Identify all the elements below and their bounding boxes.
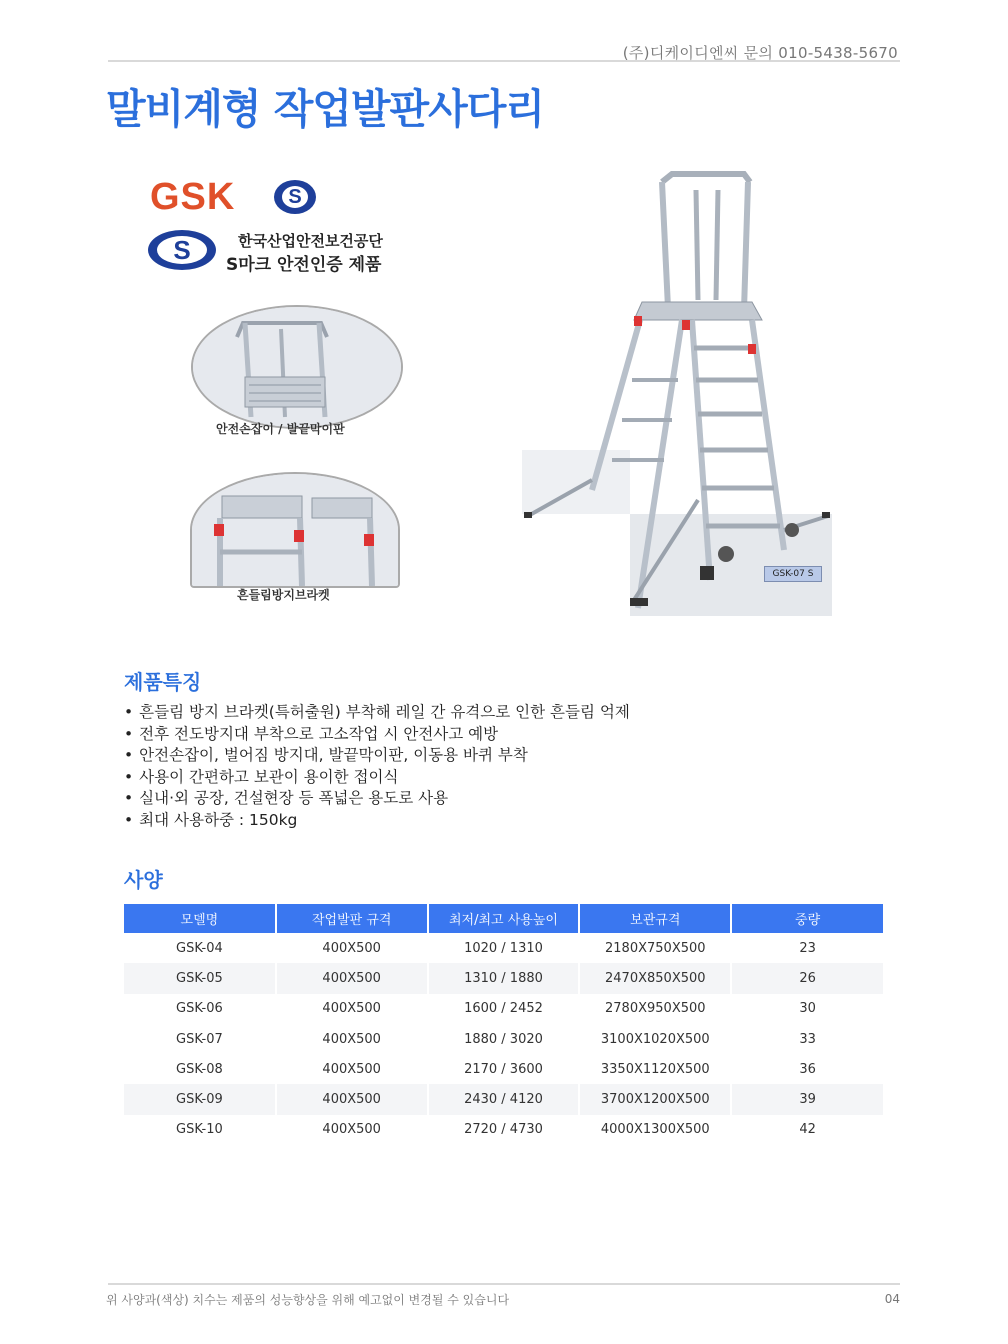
feature-item: • 안전손잡이, 벌어짐 방지대, 발끝막이판, 이동용 바퀴 부착 xyxy=(124,745,630,767)
cell-platform: 400X500 xyxy=(276,1115,428,1145)
handrail-illustration xyxy=(193,307,401,427)
cell-height: 1020 / 1310 xyxy=(428,933,580,963)
kosha-s-letter: S xyxy=(157,236,207,264)
cell-storage: 3350X1120X500 xyxy=(579,1054,731,1084)
cell-platform: 400X500 xyxy=(276,1054,428,1084)
cell-weight: 26 xyxy=(731,963,883,993)
features-heading: 제품특징 xyxy=(124,670,202,694)
cell-storage: 4000X1300X500 xyxy=(579,1115,731,1145)
features-list xyxy=(124,702,630,831)
contact-info: (주)디케이디엔씨 문의 010-5438-5670 xyxy=(622,44,898,62)
spec-heading: 사양 xyxy=(124,868,163,892)
detail-handrail-caption: 안전손잡이 / 발끝막이판 xyxy=(216,422,345,436)
cell-weight: 42 xyxy=(731,1115,883,1145)
table-row xyxy=(124,933,883,963)
page-title: 말비계형 작업발판사다리 xyxy=(106,85,544,133)
cell-height: 2720 / 4730 xyxy=(428,1115,580,1145)
table-row xyxy=(124,1115,883,1145)
feature-item: • 흔들림 방지 브라켓(특허출원) 부착해 레일 간 유격으로 인한 흔들림 억제 xyxy=(124,702,630,724)
cell-height: 2170 / 3600 xyxy=(428,1054,580,1084)
certification-mark xyxy=(148,228,448,275)
cell-height: 1880 / 3020 xyxy=(428,1024,580,1054)
footer-note: 위 사양과(색상) 치수는 제품의 성능향상을 위해 예고없이 변경될 수 있습니다 xyxy=(106,1293,510,1307)
cell-weight: 39 xyxy=(731,1084,883,1114)
kosha-s-mark-icon xyxy=(148,230,216,270)
cell-storage: 2780X950X500 xyxy=(579,994,731,1024)
cell-height: 2430 / 4120 xyxy=(428,1084,580,1114)
ladder-illustration xyxy=(522,170,832,616)
spec-table xyxy=(124,904,883,1145)
cell-model: GSK-04 xyxy=(176,940,223,956)
cell-platform: 400X500 xyxy=(276,994,428,1024)
cert-agency: 한국산업안전보건공단 xyxy=(238,232,383,250)
brand-name: GSK xyxy=(150,176,236,218)
table-row xyxy=(124,963,883,993)
feature-item: • 전후 전도방지대 부착으로 고소작업 시 안전사고 예방 xyxy=(124,724,630,746)
cell-model: GSK-10 xyxy=(176,1122,223,1138)
cell-platform: 400X500 xyxy=(276,1024,428,1054)
cell-storage: 2180X750X500 xyxy=(579,933,731,963)
cell-weight: 23 xyxy=(731,933,883,963)
ladder-product-photo xyxy=(522,170,832,616)
cert-label: S마크 안전인증 제품 xyxy=(226,255,382,275)
cell-weight: 36 xyxy=(731,1054,883,1084)
cell-model: GSK-07 xyxy=(176,1031,223,1047)
table-row xyxy=(124,994,883,1024)
cell-platform: 400X500 xyxy=(276,1084,428,1114)
gsk-logo xyxy=(150,176,302,219)
cell-model: GSK-09 xyxy=(124,1084,276,1114)
cell-model: GSK-06 xyxy=(176,1001,223,1017)
cell-storage: 2470X850X500 xyxy=(579,963,731,993)
cell-model: GSK-05 xyxy=(124,963,276,993)
table-row xyxy=(124,1054,883,1084)
table-row xyxy=(124,1084,883,1114)
col-header-storage: 보관규격 xyxy=(579,904,731,933)
col-header-height: 최저/최고 사용높이 xyxy=(428,904,580,933)
cell-weight: 33 xyxy=(731,1024,883,1054)
cell-storage: 3700X1200X500 xyxy=(579,1084,731,1114)
s-mark-letter: S xyxy=(282,186,308,208)
footer-divider xyxy=(108,1283,900,1285)
model-tag: GSK-07 S xyxy=(764,566,822,582)
cell-weight: 30 xyxy=(731,994,883,1024)
col-header-model: 모델명 xyxy=(124,904,276,933)
cell-height: 1600 / 2452 xyxy=(428,994,580,1024)
detail-handrail-image xyxy=(191,305,403,429)
cell-storage: 3100X1020X500 xyxy=(579,1024,731,1054)
col-header-weight: 중량 xyxy=(731,904,883,933)
cell-platform: 400X500 xyxy=(276,933,428,963)
s-mark-badge xyxy=(274,180,316,214)
feature-item: • 최대 사용하중 : 150kg xyxy=(124,810,630,832)
col-header-platform: 작업발판 규격 xyxy=(276,904,428,933)
bracket-illustration xyxy=(192,474,398,586)
feature-item: • 실내·외 공장, 건설현장 등 폭넓은 용도로 사용 xyxy=(124,788,630,810)
page-number: 04 xyxy=(884,1292,900,1306)
cell-height: 1310 / 1880 xyxy=(428,963,580,993)
cell-model: GSK-08 xyxy=(176,1061,223,1077)
feature-item: • 사용이 간편하고 보관이 용이한 접이식 xyxy=(124,767,630,789)
detail-bracket-caption: 흔들림방지브라켓 xyxy=(237,588,330,602)
detail-bracket-image xyxy=(190,472,400,588)
table-row xyxy=(124,1024,883,1054)
cell-platform: 400X500 xyxy=(276,963,428,993)
spec-header-row xyxy=(124,904,883,933)
